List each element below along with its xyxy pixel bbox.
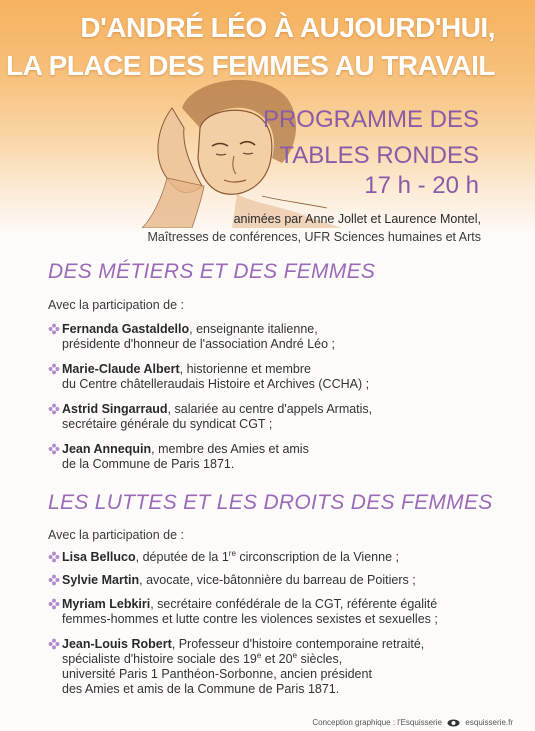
participant-desc: circonscription de la Vienne ; xyxy=(235,550,399,564)
participant-desc: , Professeur d'histoire contemporaine retraité, xyxy=(171,637,425,651)
design-credit xyxy=(312,718,513,727)
participant-name: Lisa Belluco xyxy=(62,550,136,564)
participant-desc: spécialiste d'histoire sociale des 19 xyxy=(62,652,257,666)
programme-line-2: TABLES RONDES xyxy=(279,142,479,169)
participant-desc: , députée de la 1 xyxy=(135,550,229,564)
title-line-2: LA PLACE DES FEMMES AU TRAVAIL xyxy=(6,50,495,81)
participant-desc: présidente d'honneur de l'association André Léo ; xyxy=(62,337,336,351)
programme-line-1: PROGRAMME DES xyxy=(262,106,479,133)
participation-intro: Avec la participation de : xyxy=(48,528,184,542)
participant-desc: , enseignante italienne, xyxy=(189,322,318,336)
participant-desc: université Paris 1 Panthéon-Sorbonne, ancien président xyxy=(62,667,372,681)
participant-name: Jean Annequin xyxy=(62,442,152,456)
section-title-metiers: DES MÉTIERS ET DES FEMMES xyxy=(48,260,376,283)
flower-bullet-icon xyxy=(48,443,60,455)
title-line-1: D'ANDRÉ LÉO À AUJOURD'HUI, xyxy=(80,12,495,43)
participant-name: Sylvie Martin xyxy=(62,573,140,587)
participant-name: Marie-Claude Albert xyxy=(62,362,180,376)
flower-bullet-icon xyxy=(48,403,60,415)
participant-desc: , secrétaire confédérale de la CGT, référente égalité xyxy=(150,597,438,611)
participant-desc: siècles, xyxy=(297,652,343,666)
participant-desc: du Centre châtelleraudais Histoire et Archives (CCHA) ; xyxy=(62,377,370,391)
participant-desc: des Amies et amis de la Commune de Paris 1871. xyxy=(62,682,340,696)
time-range: 17 h - 20 h xyxy=(364,172,479,199)
participant-name: Fernanda Gastaldello xyxy=(62,322,190,336)
flower-bullet-icon xyxy=(48,598,60,610)
participant-name: Jean-Louis Robert xyxy=(62,637,172,651)
flower-bullet-icon xyxy=(48,638,60,650)
participant-desc: femmes-hommes et lutte contre les violences sexistes et sexuelles ; xyxy=(62,612,438,626)
participant-desc: et 20 xyxy=(261,652,293,666)
participant-name: Astrid Singarraud xyxy=(62,402,168,416)
credit-site[interactable]: esquisserie.fr xyxy=(465,718,513,727)
esquisserie-logo-icon xyxy=(447,719,460,727)
superscript: e xyxy=(292,650,298,660)
participation-intro: Avec la participation de : xyxy=(48,298,184,312)
participant-desc: , membre des Amies et amis xyxy=(151,442,309,456)
participant-desc: , historienne et membre xyxy=(179,362,311,376)
participant-desc: , salariée au centre d'appels Armatis, xyxy=(167,402,373,416)
superscript: re xyxy=(228,548,236,558)
flower-bullet-icon xyxy=(48,574,60,586)
participant-desc: , avocate, vice-bâtonnière du barreau de Poitiers ; xyxy=(139,573,416,587)
credit-label: Conception graphique : l'Esquisserie xyxy=(312,718,442,727)
affiliation: Maîtresses de conférences, UFR Sciences humaines et Arts xyxy=(147,230,481,244)
participant-name: Myriam Lebkiri xyxy=(62,597,151,611)
flower-bullet-icon xyxy=(48,363,60,375)
flower-bullet-icon xyxy=(48,323,60,335)
animated-by: animées par Anne Jollet et Laurence Montel, xyxy=(233,212,481,226)
superscript: e xyxy=(256,650,262,660)
flower-bullet-icon xyxy=(48,551,60,563)
participant-desc: de la Commune de Paris 1871. xyxy=(62,457,235,471)
section-title-luttes: LES LUTTES ET LES DROITS DES FEMMES xyxy=(48,491,493,514)
participant-desc: secrétaire générale du syndicat CGT ; xyxy=(62,417,273,431)
